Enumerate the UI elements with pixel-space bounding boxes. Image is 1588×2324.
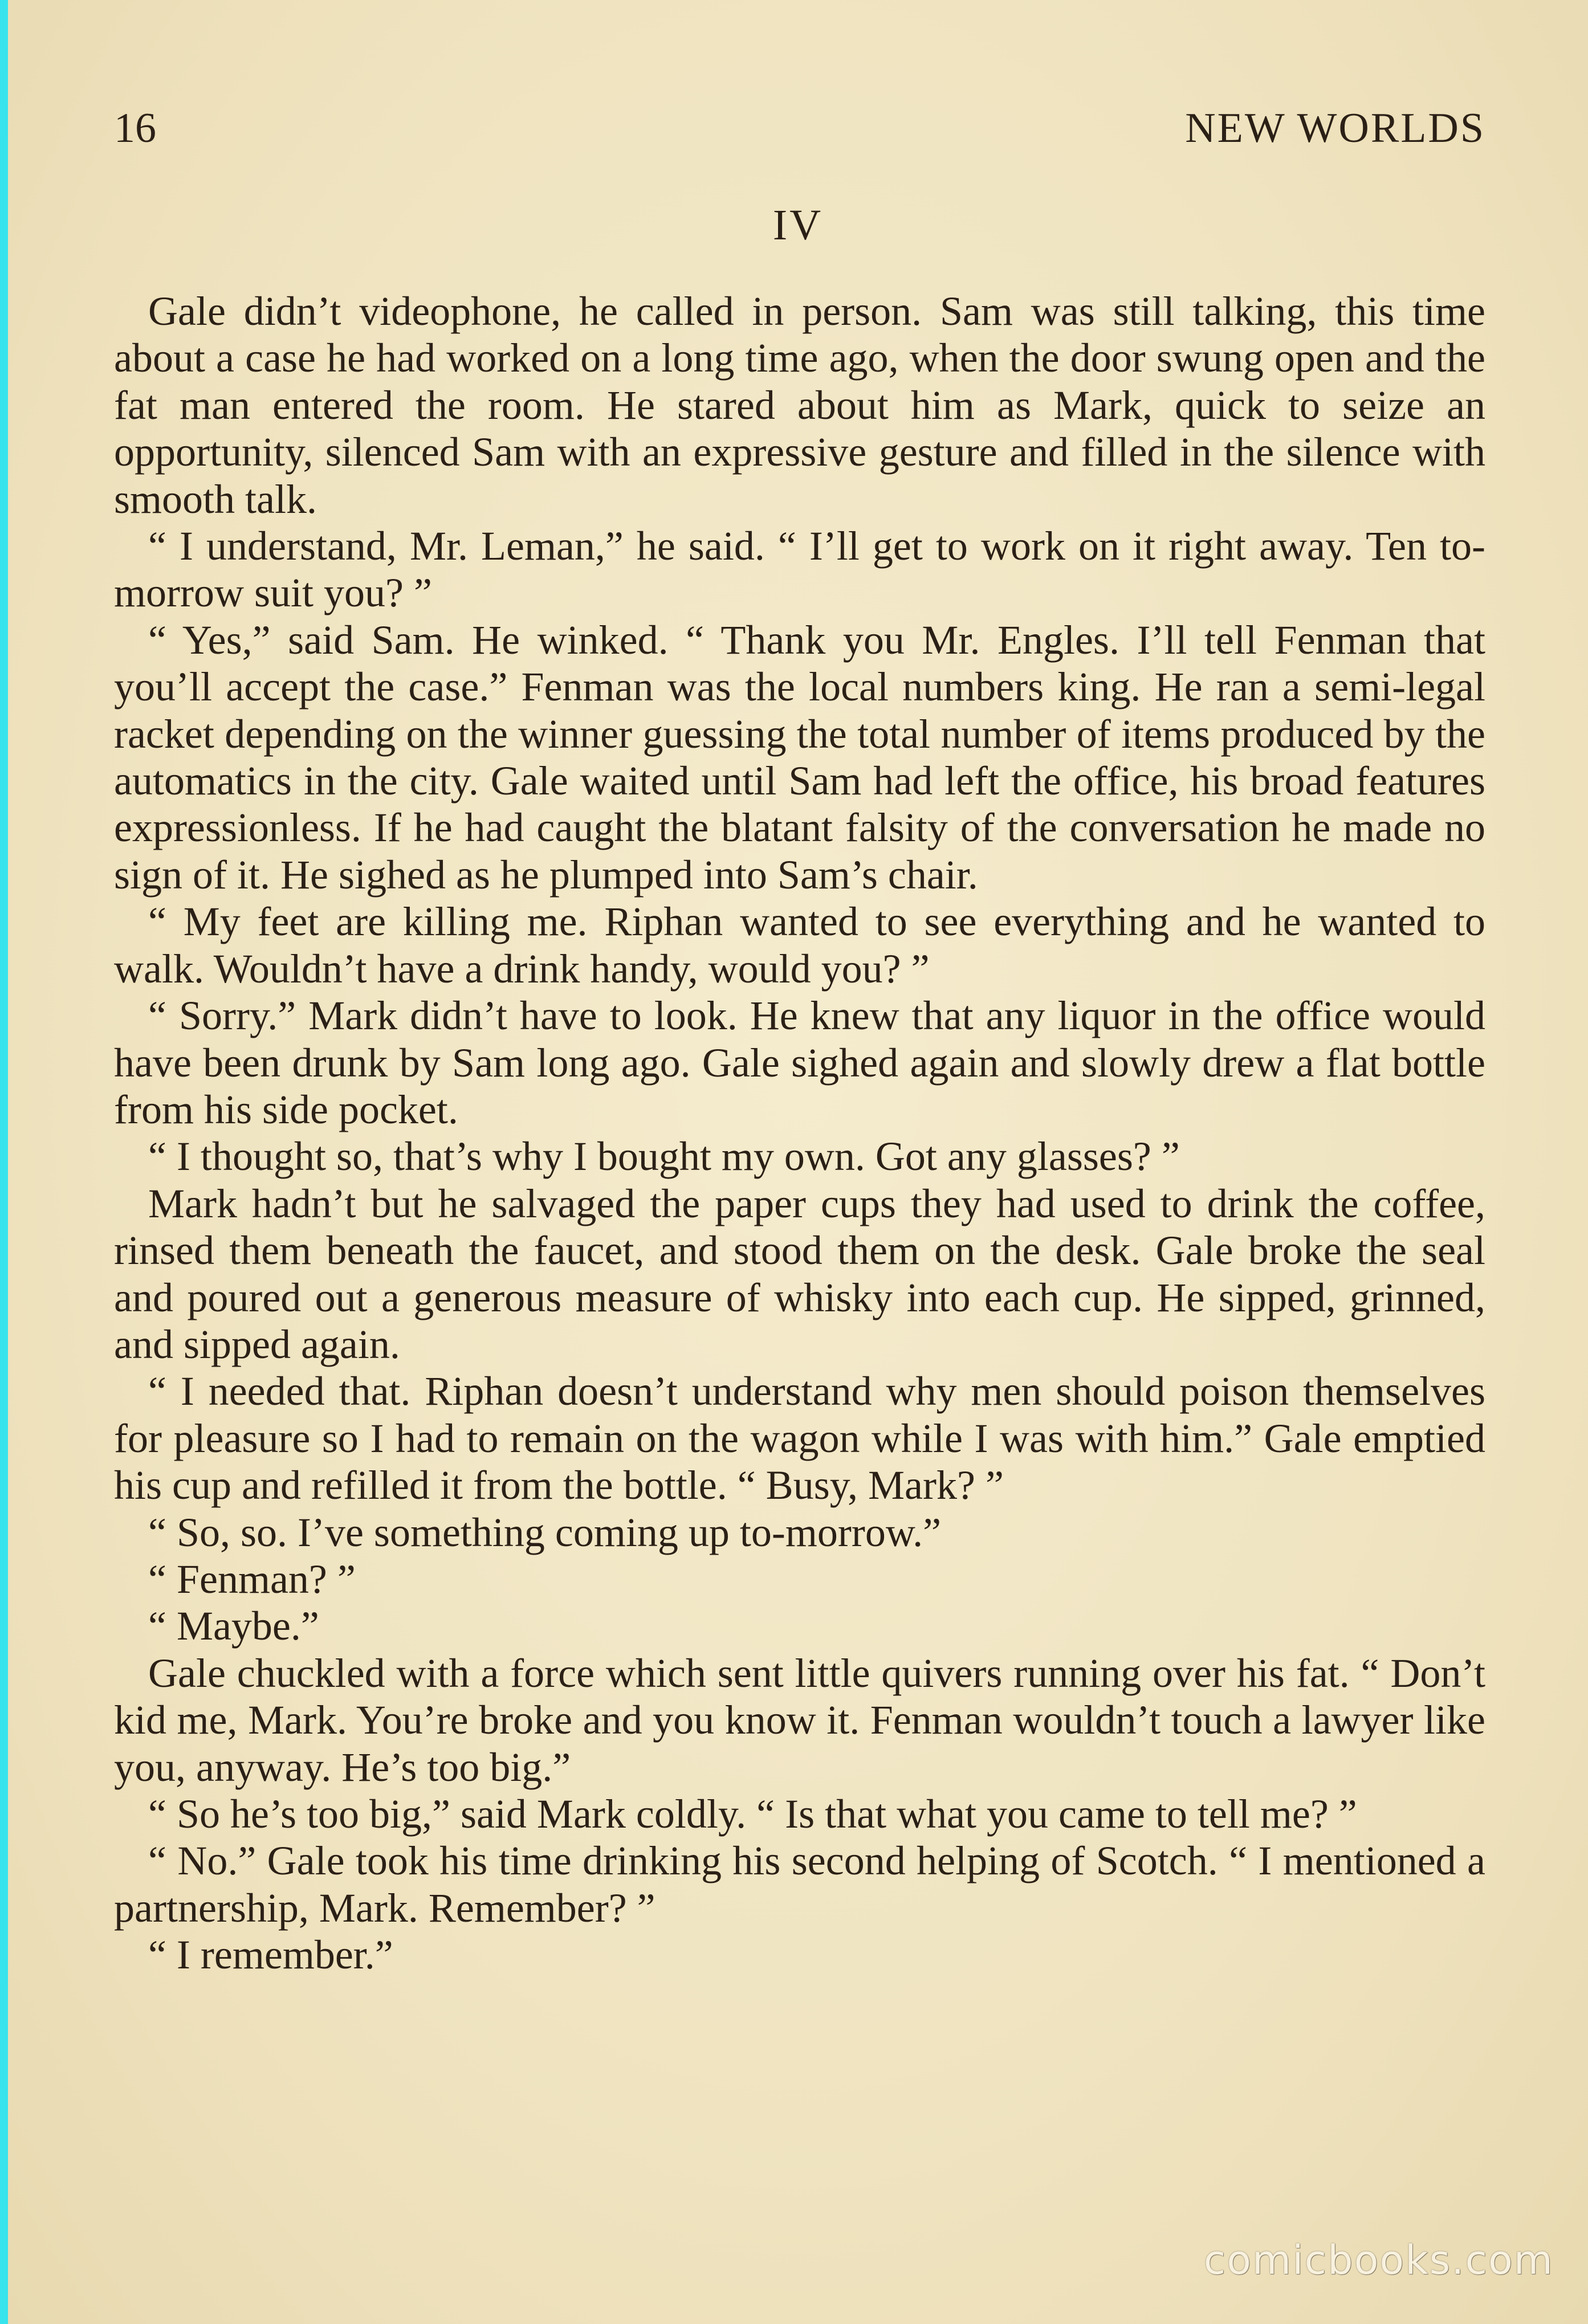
chapter-number: IV [772,201,824,249]
paragraph: “ Fenman? ” [148,1556,356,1602]
paragraph: “ Yes,” said Sam. He winked. “ Thank you Mr. Engles. I’ll tell Fenman that you’ll accept the case.” Fenman was the local numbers king. He ran a semi-legal racket depending on the winner guessing the total number of items produced by the automatics in the city. Gale waited until Sam had left the office, his broad features expressionless. If he had caught the blatant falsity of the conversation he made no sign of it. He sighed as he plumped into Sam’s chair. [114,617,1485,898]
site-watermark: comicbooks.com [1203,2237,1554,2284]
paragraph: “ Maybe.” [148,1603,319,1649]
paragraph: “ I thought so, that’s why I bought my own. Got any glasses? ” [148,1134,1180,1180]
paragraph: “ Sorry.” Mark didn’t have to look. He knew that any liquor in the office would have been drunk by Sam long ago. Gale sighed again and slowly drew a flat bottle from his side pocket. [114,993,1485,1132]
paragraph: Gale didn’t videophone, he called in person. Sam was still talking, this time about a case he had worked on a long time ago, when the door swung open and the fat man entered the room. He stared about him as Mark, quick to seize an opportunity, silenced Sam with an expressive gesture and filled in the silence with smooth talk. [114,288,1485,522]
paragraph: “ So he’s too big,” said Mark coldly. “ Is that what you came to tell me? ” [148,1791,1357,1837]
page-number: 16 [114,105,156,152]
paragraph: “ I needed that. Riphan doesn’t understand why men should poison themselves for pleasure so I had to remain on the wagon while I was with him.” Gale emptied his cup and refilled it from the bottle. “ Busy, Mark? ” [114,1368,1485,1508]
page-header [114,97,1485,160]
paragraph: Mark hadn’t but he salvaged the paper cups they had used to drink the coffee, rinsed them beneath the faucet, and stood them on the desk. Gale broke the seal and poured out a generous measure of whisky into each cup. He sipped, grinned, and sipped again. [114,1180,1485,1367]
scan-edge-strip [0,0,8,2324]
body-text [114,288,1485,1979]
paragraph: “ I remember.” [148,1932,393,1978]
paragraph: Gale chuckled with a force which sent little quivers running over his fat. “ Don’t kid me, Mark. You’re broke and you know it. Fenman wouldn’t touch a lawyer like you, anyway. He’s too big.” [114,1650,1485,1790]
paragraph: “ So, so. I’ve something coming up to-morrow.” [148,1509,942,1555]
paragraph: “ I understand, Mr. Leman,” he said. “ I’ll get to work on it right away. Ten to-morrow suit you? ” [114,523,1485,616]
paragraph: “ My feet are killing me. Riphan wanted to see everything and he wanted to walk. Wouldn’t have a drink handy, would you? ” [114,899,1485,992]
paragraph: “ No.” Gale took his time drinking his second helping of Scotch. “ I mentioned a partnership, Mark. Remember? ” [114,1838,1485,1931]
book-page [8,0,1588,2324]
running-head: NEW WORLDS [1185,105,1485,152]
